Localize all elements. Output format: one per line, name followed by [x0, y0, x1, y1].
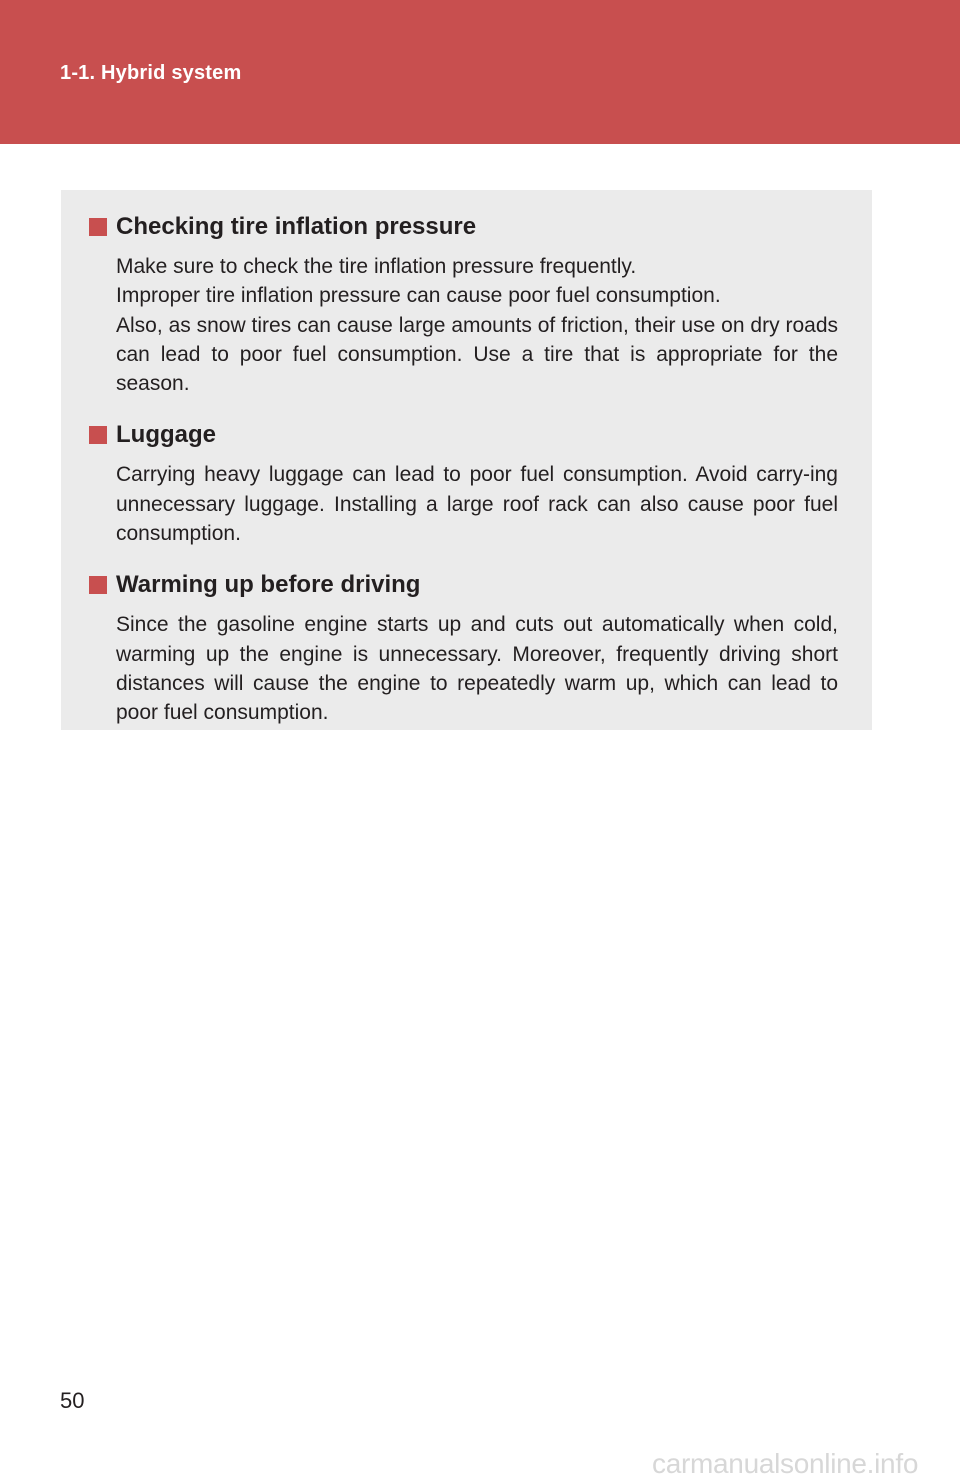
- note-body: [116, 252, 838, 398]
- note-body: [116, 610, 838, 727]
- note-heading: [89, 416, 838, 454]
- note-item-luggage: [89, 416, 838, 548]
- note-paragraph: Make sure to check the tire inflation pressure frequently.: [116, 255, 637, 278]
- note-paragraph: Carrying heavy luggage can lead to poor fuel consumption. Avoid carry-ing unnecessary luggage. Installing a large roof rack can also cause poor fuel consumption.: [116, 463, 838, 546]
- note-item-warming-up: [89, 566, 838, 727]
- section-title: 1-1. Hybrid system: [60, 62, 242, 84]
- note-heading: [89, 566, 838, 604]
- square-bullet-icon: [89, 218, 107, 236]
- note-paragraph: Improper tire inflation pressure can cause poor fuel consumption.: [116, 284, 721, 308]
- note-heading: [89, 208, 838, 246]
- page-number: 50: [60, 1388, 85, 1413]
- hints-box: [61, 190, 872, 730]
- note-paragraph: Also, as snow tires can cause large amounts of friction, their use on dry roads can lead to poor fuel consumption. Use a tire that is appropriate for the season.: [116, 313, 838, 396]
- note-item-tire-pressure: [89, 208, 838, 398]
- header-band: [0, 0, 960, 144]
- note-heading-label: Warming up before driving: [116, 571, 421, 599]
- note-heading-label: Luggage: [116, 421, 216, 449]
- site-watermark: carmanualsonline.info: [652, 1448, 919, 1479]
- note-heading-label: Checking tire inflation pressure: [116, 213, 477, 240]
- square-bullet-icon: [89, 426, 107, 444]
- note-paragraph: Since the gasoline engine starts up and cuts out automatically when cold, warming up the engine is unnecessary. Moreover, frequently driving short distances will cause the engine to repeatedly warm up, which can lead to poor fuel consumption.: [116, 613, 838, 725]
- note-body: [116, 460, 838, 548]
- square-bullet-icon: [89, 576, 107, 594]
